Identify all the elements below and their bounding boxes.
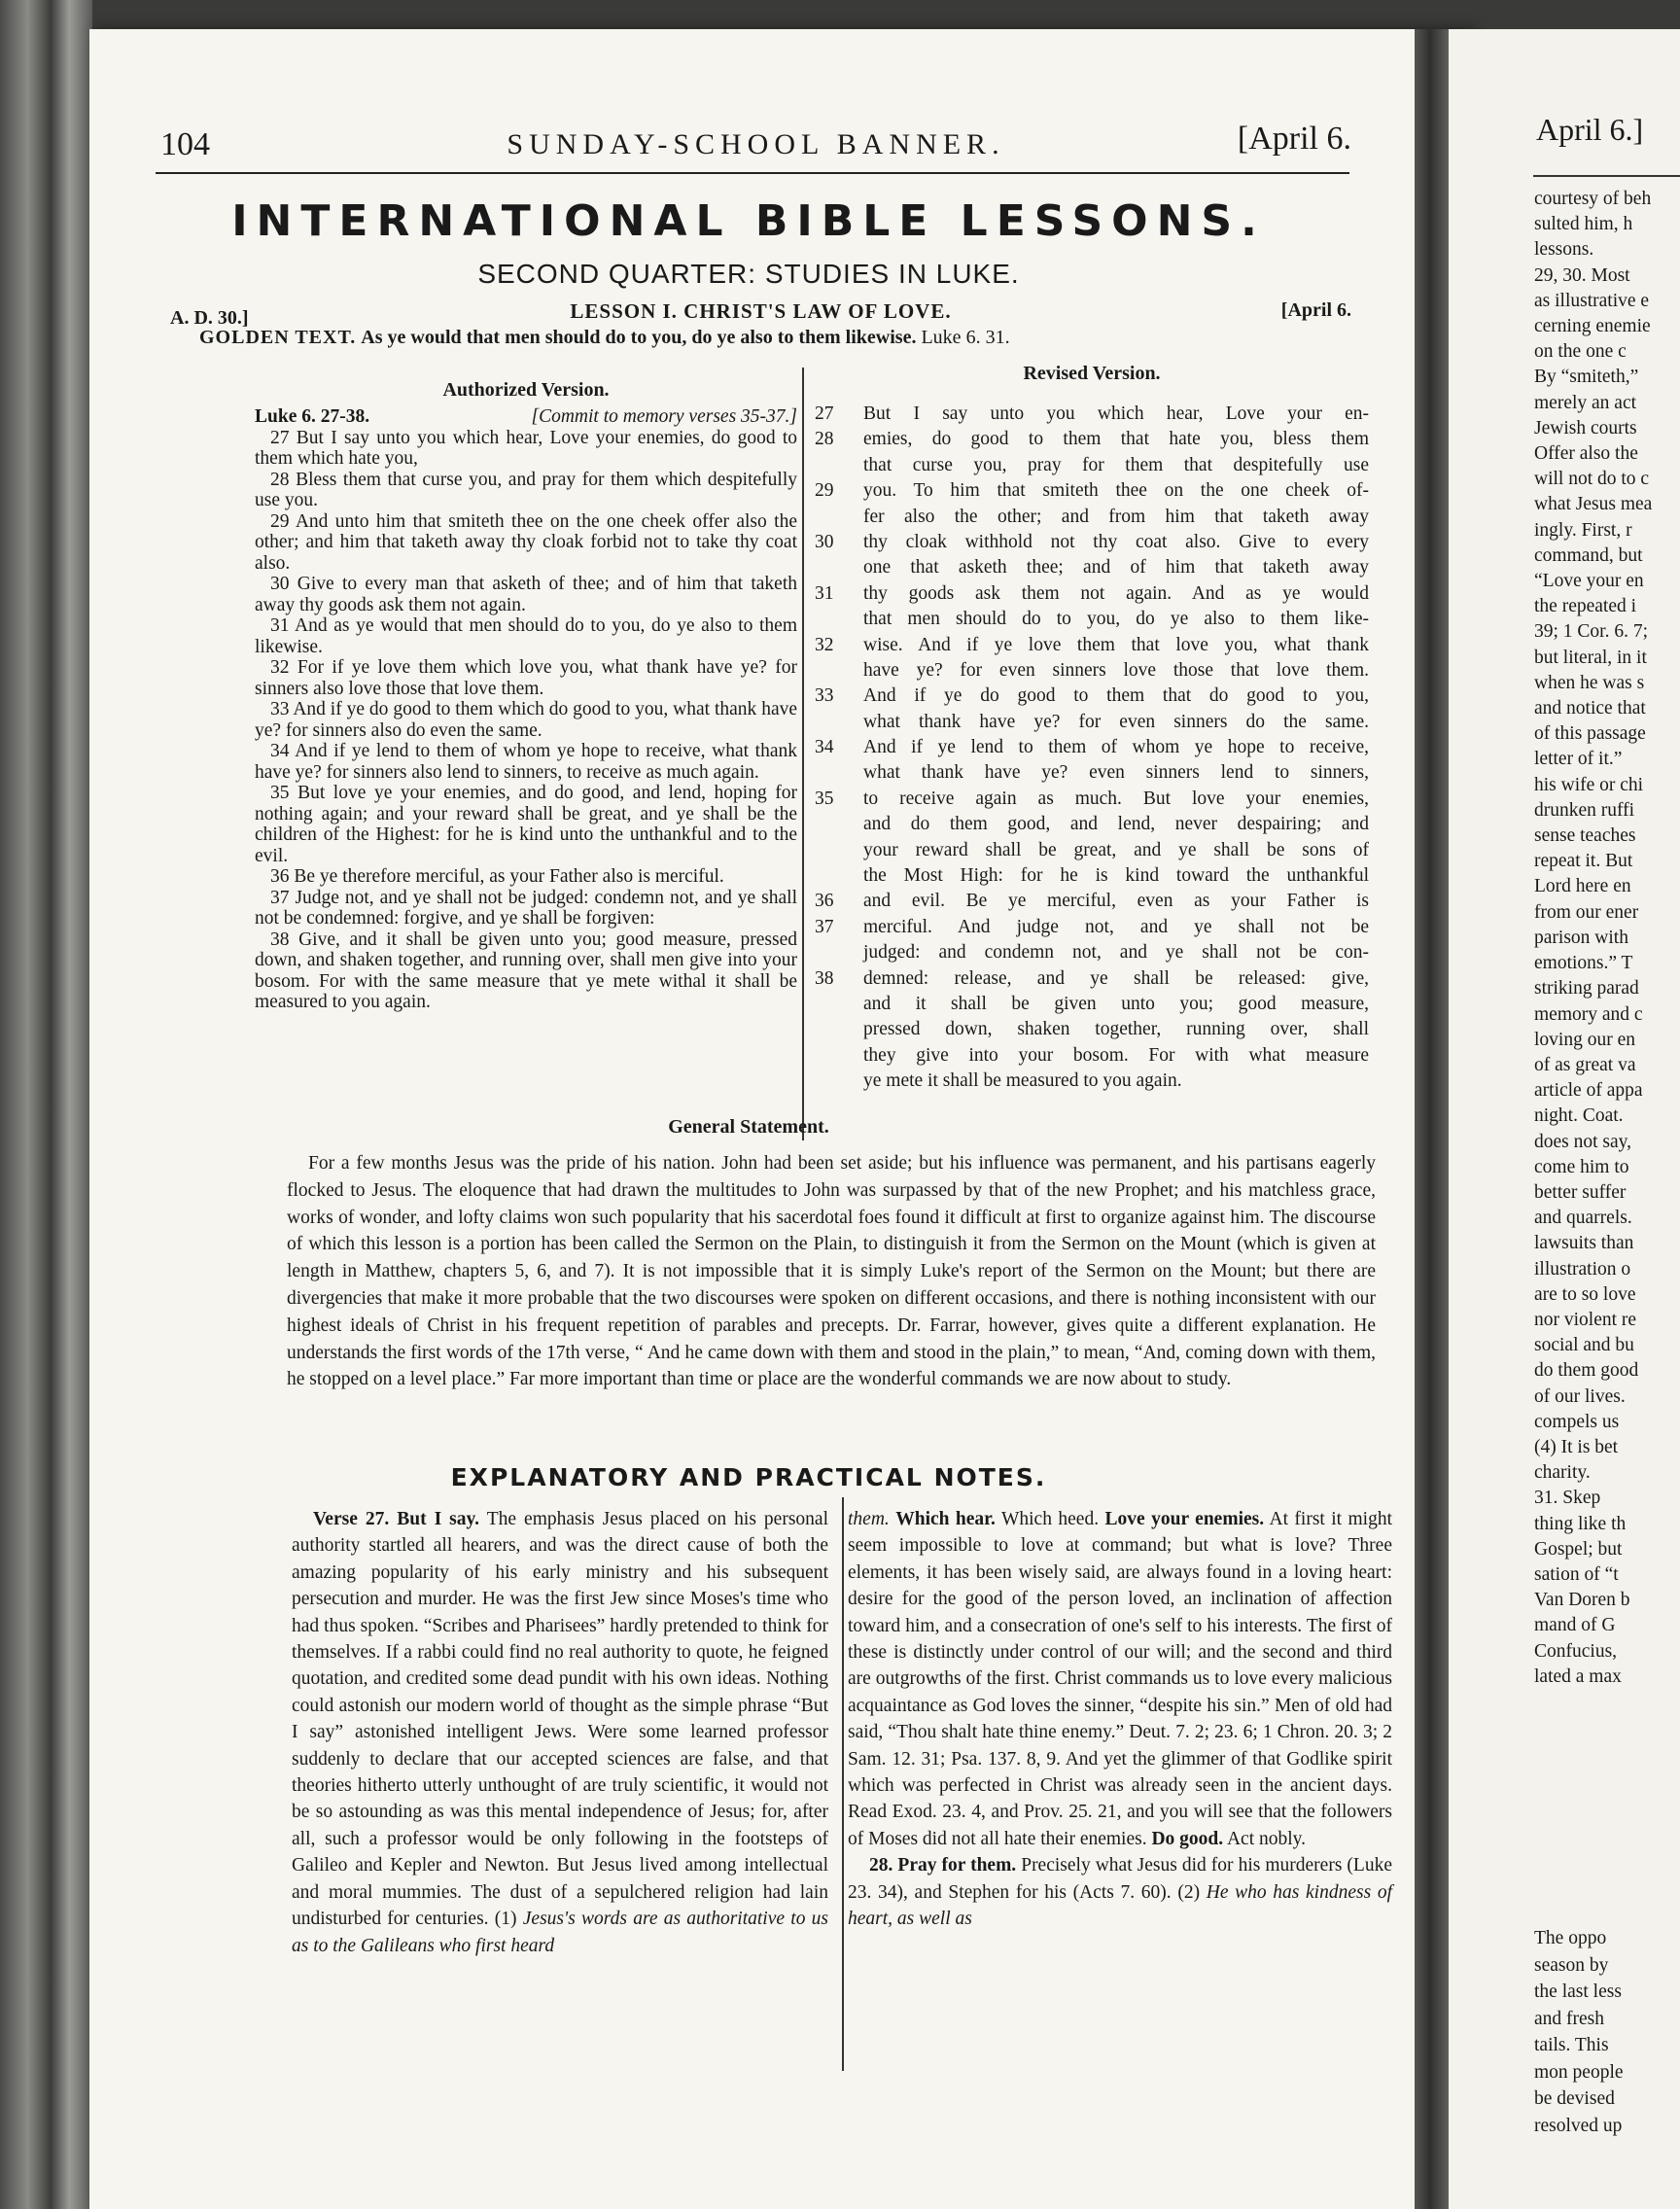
facing-page-line: illustration o xyxy=(1534,1258,1631,1280)
rv-verse-number: 30 xyxy=(815,531,834,552)
facing-page-line: sense teaches xyxy=(1534,825,1636,847)
rv-line-text: your reward shall be great, and ye shall be sons of xyxy=(863,839,1369,860)
rv-line-text: you. To him that smiteth thee on the one cheek of- xyxy=(863,480,1369,502)
rv-line-text: judged: and condemn not, and ye shall not be con- xyxy=(863,942,1369,964)
facing-page-line: sulted him, h xyxy=(1534,214,1633,235)
facing-page-line: and notice that xyxy=(1534,698,1646,719)
facing-page-line: lawsuits than xyxy=(1534,1233,1634,1254)
facing-page-line: memory and c xyxy=(1534,1003,1643,1025)
note-italic: He who has kindness of heart, as well as xyxy=(848,1881,1393,1930)
rv-line-text: one that asketh thee; and of him that taketh away xyxy=(863,557,1369,579)
rv-line-text: thy goods ask them not again. And as ye would xyxy=(863,582,1369,604)
facing-page-line: Jewish courts xyxy=(1534,417,1637,438)
facing-page-line: resolved up xyxy=(1534,2115,1623,2136)
note-text: At first it might seem impossible to love at command; but what is love? Three elements, it has been wisely said, are always found in a loving heart: desire for the good of the person loved, an inclination of affection toward him, and a consecration of one's self to his interests. The first of these is distinctly under control of our will; and the second and third are outgrowths of the first. Christ commands us to love every malicious acquaintance as God loves the sinner, “despite his sin.” Men of old had said, “Thou shalt hate thine enemy.” Deut. 7. 2; 23. 6; 1 Chron. 20. 3; 2 Sam. 12. 31; Psa. 137. 8, 9. And yet the glimmer of that Godlike spirit which was perfected in Christ was already seen in the ancient days. Read Exod. 23. 4, and Prov. 25. 21, and you will see that the followers of Moses did not all hate their enemies. xyxy=(848,1509,1393,1849)
rv-line xyxy=(815,633,1369,658)
rv-line-text: demned: release, and ye shall be released: give, xyxy=(863,967,1369,989)
av-verse: 34 And if ye lend to them of whom ye hope to receive, what thank have ye? for sinners also lend to sinners, to receive as much again. xyxy=(255,741,797,783)
rv-line-text: what thank have ye? for even sinners do the same. xyxy=(863,711,1369,732)
rv-line xyxy=(815,940,1369,965)
rv-line-text: thy cloak withhold not thy coat also. Give to every xyxy=(863,531,1369,552)
av-verse: 30 Give to every man that asketh of thee; and of him that taketh away thy goods ask them not again. xyxy=(255,574,797,615)
facing-page-line: command, but xyxy=(1534,544,1643,566)
facing-page-line: 31. Skep xyxy=(1534,1488,1601,1509)
general-statement-body: For a few months Jesus was the pride of his nation. John had been set aside; but his influence was permanent, and his partisans eagerly flocked to Jesus. The eloquence that had drawn the multitudes to John was surpassed by that of the new Prophet; and his matchless grace, works of wonder, and lofty claims won such popularity that his sacerdotal foes found it difficult at first to organize against him. The discourse of which this lesson is a portion has been called the Sermon on the Plain, to distinguish it from the Sermon on the Mount (which is given at length in Matthew, chapters 5, 6, and 7). It is not impossible that it is simply Luke's report of the Sermon on the Mount; but there are divergencies that make it more probable that the two discourses were spoken on different occasions, and there is nothing inconsistent with our highest ideals of Christ in his frequent repetition of parables and precepts. Dr. Farrar, however, gives quite a different explanation. He understands the first words of the 17th verse, “ And he came down with them and stood in the plain,” to mean, “And, coming down with them, he stopped on a level place.” Far more important than time or place are the wonderful commands we are now about to study. xyxy=(287,1153,1376,1390)
facing-page-line: season by xyxy=(1534,1954,1609,1976)
rv-line xyxy=(815,1017,1369,1042)
rv-line xyxy=(815,787,1369,812)
note-lead: Verse 27. But I say. xyxy=(313,1509,480,1529)
rv-line-text: and evil. Be ye merciful, even as your Father is xyxy=(863,891,1369,912)
rv-verse-number: 32 xyxy=(815,634,834,655)
rv-line xyxy=(815,607,1369,632)
revised-version-heading: Revised Version. xyxy=(1023,363,1161,384)
rv-line-text: And if ye lend to them of whom ye hope to receive, xyxy=(863,737,1369,758)
running-head xyxy=(160,119,1351,177)
av-verse: 37 Judge not, and ye shall not be judged: condemn not, and ye shall not be condemned: forgive, and ye shall be forgiven: xyxy=(255,887,797,929)
rv-verse-number: 37 xyxy=(815,916,834,937)
av-verse: 31 And as ye would that men should do to you, do ye also to them likewise. xyxy=(255,615,797,657)
rv-line xyxy=(815,555,1369,580)
facing-page-text xyxy=(1534,187,1680,1690)
facing-page-line: are to so love xyxy=(1534,1283,1636,1305)
rv-verse-number: 33 xyxy=(815,685,834,707)
note-lead: Do good. xyxy=(1151,1828,1224,1849)
facing-page-header: April 6.] xyxy=(1536,112,1644,147)
facing-page-line: drunken ruffi xyxy=(1534,799,1635,821)
facing-page-rule xyxy=(1533,175,1680,177)
revised-version-text xyxy=(815,402,1369,1095)
rv-line-text: what thank have ye? even sinners lend to sinners, xyxy=(863,762,1369,784)
facing-page-line: Lord here en xyxy=(1534,876,1631,897)
facing-page-line: night. Coat. xyxy=(1534,1105,1624,1127)
periodical-title: SUNDAY-SCHOOL BANNER. xyxy=(507,128,1005,160)
facing-page-line: mand of G xyxy=(1534,1615,1616,1636)
golden-text-body: As ye would that men should do to you, do ye also to them likewise. xyxy=(361,327,917,348)
facing-page-line: on the one c xyxy=(1534,341,1627,363)
rv-line xyxy=(815,1069,1369,1094)
general-statement-heading: General Statement. xyxy=(668,1116,829,1138)
av-verse: 29 And unto him that smiteth thee on the one cheek offer also the other; and him that taketh away thy cloak forbid not to take thy coat also. xyxy=(255,510,797,574)
facing-page-line: does not say, xyxy=(1534,1131,1632,1152)
lesson-title: LESSON I. CHRIST'S LAW OF LOVE. xyxy=(570,299,952,323)
facing-page-line: cerning enemie xyxy=(1534,316,1651,337)
facing-page-line: and quarrels. xyxy=(1534,1208,1632,1229)
note-verse-28 xyxy=(848,1852,1392,1932)
rv-line xyxy=(815,402,1369,427)
notes-left-column xyxy=(292,1506,828,1959)
av-verse: 32 For if ye love them which love you, what thank have ye? for sinners also love those that love them. xyxy=(255,657,797,699)
memory-verses: [Commit to memory verses 35-37.] xyxy=(531,406,797,427)
facing-page-line: thing like th xyxy=(1534,1513,1627,1534)
facing-page-line: do them good xyxy=(1534,1360,1639,1382)
rv-line-text: And if ye do good to them that do good to you, xyxy=(863,685,1369,707)
facing-page-line: tails. This xyxy=(1534,2035,1609,2055)
rv-line xyxy=(815,838,1369,863)
rv-line xyxy=(815,478,1369,504)
note-text: Precisely what Jesus did for his murderers (Luke 23. 34), and Stephen for his (Acts 7. 60). (2) xyxy=(848,1855,1392,1903)
note-lead: 28. Pray for them. xyxy=(869,1855,1017,1876)
note-lead: Love your enemies. xyxy=(1104,1509,1265,1529)
facing-page-line: parison with xyxy=(1534,927,1628,948)
facing-page-line: from our ener xyxy=(1534,901,1639,923)
facing-page-line: (4) It is bet xyxy=(1534,1436,1619,1457)
notes-column-divider xyxy=(842,1497,844,2071)
rv-verse-number: 36 xyxy=(815,891,834,912)
rv-line-text: that curse you, pray for them that despitefully use xyxy=(863,454,1369,475)
golden-text-label: GOLDEN TEXT. xyxy=(199,327,357,348)
rv-line xyxy=(815,1043,1369,1069)
rv-line-text: have ye? for even sinners love those that love them. xyxy=(863,659,1369,681)
rv-line-text: emies, do good to them that hate you, bless them xyxy=(863,429,1369,450)
rv-line xyxy=(815,427,1369,452)
lesson-date: [April 6. xyxy=(1280,299,1351,321)
av-verse: 27 But I say unto you which hear, Love your enemies, do good to them which hate you, xyxy=(255,427,797,469)
facing-page-line: courtesy of beh xyxy=(1534,189,1652,209)
note-lead: Which hear. xyxy=(895,1509,996,1529)
facing-page-line: come him to xyxy=(1534,1156,1629,1177)
facing-page-line: mon people xyxy=(1534,2061,1624,2083)
rv-line xyxy=(815,530,1369,555)
rv-line xyxy=(815,992,1369,1017)
passage-reference-line xyxy=(255,406,797,428)
header-rule xyxy=(156,172,1349,174)
rv-line-text: and do them good, and lend, never despairing; and xyxy=(863,814,1369,835)
facing-page-line: the repeated i xyxy=(1534,596,1637,617)
rv-line xyxy=(815,915,1369,940)
rv-verse-number: 28 xyxy=(815,429,834,450)
facing-page-line: be devised xyxy=(1534,2088,1615,2109)
rv-verse-number: 27 xyxy=(815,403,834,424)
facing-page-line: striking parad xyxy=(1534,978,1639,999)
sub-title: SECOND QUARTER: STUDIES IN LUKE. xyxy=(477,259,1020,289)
issue-date: [April 6. xyxy=(1237,121,1351,157)
rv-line-text: and it shall be given unto you; good measure, xyxy=(863,993,1369,1014)
rv-line-text: But I say unto you which hear, Love your en- xyxy=(863,403,1369,424)
rv-line-text: they give into your bosom. For with what measure xyxy=(863,1044,1369,1066)
notes-heading: EXPLANATORY AND PRACTICAL NOTES. xyxy=(450,1463,1047,1491)
facing-page-line: ingly. First, r xyxy=(1534,519,1632,541)
passage-reference: Luke 6. 27-38. xyxy=(255,406,370,427)
note-text: The emphasis Jesus placed on his personal authority startled all hearers, and was the direct cause of both the amazing popularity of his early ministry and his subsequent persecution and murder. He was the first Jew since Moses's time who had thus spoken. “Scribes and Pharisees” hardly pretended to think for themselves. If a rabbi could find no real authority to quote, he feigned quotation, and credited some dead pundit with his own ideas. Nothing could astonish our modern world of thought as the simple phrase “But I say” astonished intelligent Jews. Were some learned professor suddenly to declare that our accepted sciences are false, and that theories hitherto utterly unthought of are truly scientific, it would not be so astounding as was this mental independence of Jesus; for, after all, such a professor would be only following in the footsteps of Galileo and Kepler and Newton. But Jesus lived among intellectual and moral mummies. The dust of a sepulchered religion had lain undisturbed for centuries. (1) xyxy=(292,1509,828,1930)
rv-line-text: wise. And if ye love them that love you, what thank xyxy=(863,634,1369,655)
rv-line xyxy=(815,710,1369,735)
facing-page-line: social and bu xyxy=(1534,1335,1634,1356)
authorized-version-heading: Authorized Version. xyxy=(442,379,610,401)
facing-page-line: of this passage xyxy=(1534,723,1646,745)
rv-line xyxy=(815,966,1369,992)
facing-page-line: as illustrative e xyxy=(1534,290,1650,311)
note-continuation xyxy=(848,1506,1392,1852)
facing-page-line: of as great va xyxy=(1534,1054,1636,1075)
av-verse: 33 And if ye do good to them which do good to you, what thank have ye? for sinners also do even the same. xyxy=(255,699,797,741)
notes-right-column xyxy=(848,1506,1392,1933)
rv-line xyxy=(815,735,1369,760)
facing-page-line: better suffer xyxy=(1534,1181,1627,1203)
facing-page-line: By “smiteth,” xyxy=(1534,367,1639,388)
av-verse: 35 But love ye your enemies, and do good, and lend, hoping for nothing again; and your reward shall be great, and ye shall be the children of the Highest: for he is kind unto the unthankful and to the evil. xyxy=(255,783,797,866)
facing-page-line: the last less xyxy=(1534,1981,1622,2002)
facing-page-line: of our lives. xyxy=(1534,1385,1626,1407)
lesson-year: A. D. 30.] xyxy=(170,307,249,329)
note-italic: them. xyxy=(848,1509,890,1529)
av-verse: 38 Give, and it shall be given unto you; good measure, pressed down, and shaken together, and running over, shall men give into your bosom. For with the same measure that ye mete withal it shall be measured to you again. xyxy=(255,929,797,1012)
facing-page-line: sation of “t xyxy=(1534,1563,1619,1585)
main-title: INTERNATIONAL BIBLE LESSONS. xyxy=(231,196,1266,246)
rv-line-text: pressed down, shaken together, running over, shall xyxy=(863,1019,1369,1040)
note-text: Act nobly. xyxy=(1226,1828,1307,1849)
facing-page-line: The oppo xyxy=(1534,1928,1607,1948)
rv-line xyxy=(815,889,1369,914)
facing-page-line: loving our en xyxy=(1534,1029,1635,1050)
facing-page-line: but literal, in it xyxy=(1534,647,1647,668)
rv-verse-number: 38 xyxy=(815,967,834,989)
authorized-version-text xyxy=(255,406,797,1013)
rv-verse-number: 29 xyxy=(815,480,834,502)
rv-verse-number: 34 xyxy=(815,737,834,758)
rv-line-text: ye mete it shall be measured to you again. xyxy=(863,1070,1182,1092)
rv-line-text: to receive again as much. But love your enemies, xyxy=(863,788,1369,809)
rv-line xyxy=(815,505,1369,530)
facing-page-line: charity. xyxy=(1534,1462,1591,1484)
facing-page-line: repeat it. But xyxy=(1534,851,1633,872)
facing-page-line: lated a max xyxy=(1534,1666,1622,1687)
facing-page-line: Offer also the xyxy=(1534,443,1638,465)
rv-line xyxy=(815,581,1369,607)
rv-line-text: the Most High: for he is kind toward the unthankful xyxy=(863,865,1369,887)
rv-line xyxy=(815,812,1369,837)
facing-page-line: emotions.” T xyxy=(1534,953,1633,974)
golden-text xyxy=(199,327,1347,349)
golden-text-ref: Luke 6. 31. xyxy=(921,327,1010,348)
note-text: Which heed. xyxy=(1000,1509,1100,1529)
facing-page-line: Confucius, xyxy=(1534,1640,1618,1662)
rv-line xyxy=(815,684,1369,709)
facing-page-line: what Jesus mea xyxy=(1534,494,1653,515)
rv-line-text: fer also the other; and from him that taketh away xyxy=(863,506,1369,527)
book-gutter xyxy=(1415,29,1453,2209)
page-number: 104 xyxy=(160,126,210,162)
facing-page-line: when he was s xyxy=(1534,672,1645,693)
rv-line-text: merciful. And judge not, and ye shall not be xyxy=(863,916,1369,937)
facing-page-line: Van Doren b xyxy=(1534,1590,1630,1611)
facing-page-line: and fresh xyxy=(1534,2008,1605,2029)
facing-page-line: “Love your en xyxy=(1534,571,1644,592)
rv-line xyxy=(815,863,1369,889)
facing-page-line: 29, 30. Most xyxy=(1534,264,1630,286)
facing-page-line: his wife or chi xyxy=(1534,774,1644,795)
facing-page-text-lower xyxy=(1534,1925,1680,2139)
rv-line xyxy=(815,760,1369,786)
av-verse: 36 Be ye therefore merciful, as your Father also is merciful. xyxy=(270,866,724,887)
facing-page-line: article of appa xyxy=(1534,1080,1643,1102)
rv-line xyxy=(815,658,1369,684)
facing-page-line: letter of it.” xyxy=(1534,749,1623,770)
scan-top-edge xyxy=(0,0,1680,29)
facing-page-line: Gospel; but xyxy=(1534,1538,1623,1560)
facing-page-line: 39; 1 Cor. 6. 7; xyxy=(1534,621,1649,643)
note-verse-27 xyxy=(292,1506,828,1959)
av-verse: 28 Bless them that curse you, and pray for them which despitefully use you. xyxy=(255,469,797,510)
facing-page-line: lessons. xyxy=(1534,239,1594,261)
book-binding-edge xyxy=(0,0,92,2209)
note-italic: Jesus's words are as authoritative to us as to the Galileans who first heard xyxy=(292,1909,829,1956)
rv-verse-number: 31 xyxy=(815,582,834,604)
facing-page-line: nor violent re xyxy=(1534,1309,1637,1330)
column-divider xyxy=(802,368,804,1140)
facing-page-line: merely an act xyxy=(1534,392,1637,413)
rv-line xyxy=(815,453,1369,478)
facing-page-line: compels us xyxy=(1534,1411,1620,1432)
rv-line-text: that men should do to you, do ye also to them like- xyxy=(863,609,1369,630)
facing-page-line: will not do to c xyxy=(1534,469,1650,490)
rv-verse-number: 35 xyxy=(815,788,834,809)
